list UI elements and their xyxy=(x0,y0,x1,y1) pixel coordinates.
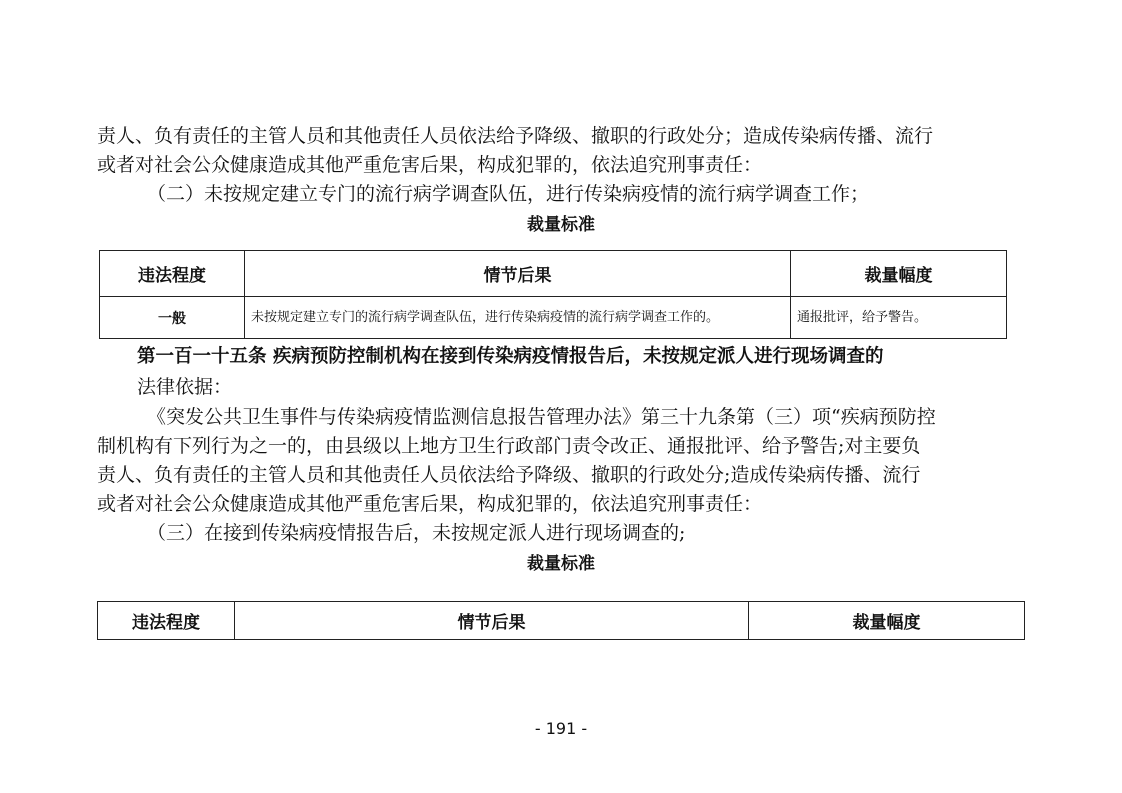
paragraph-line: （二）未按规定建立专门的流行病学调查队伍，进行传染病疫情的流行病学调查工作； xyxy=(147,183,870,205)
cell-range: 通报批评，给予警告。 xyxy=(791,297,1007,339)
page-number: - 191 - xyxy=(534,719,588,738)
table-header-row xyxy=(98,602,1025,640)
header-level: 违法程度 xyxy=(100,251,245,297)
paragraph-line: 责人、负有责任的主管人员和其他责任人员依法给予降级、撤职的行政处分;造成传染病传播、流行 xyxy=(97,464,921,486)
table-title: 裁量标准 xyxy=(527,215,595,235)
header-consequence: 情节后果 xyxy=(235,602,749,640)
paragraph-line: 制机构有下列行为之一的，由县级以上地方卫生行政部门责令改正、通报批评、给予警告;对主要负 xyxy=(97,435,921,457)
header-range: 裁量幅度 xyxy=(749,602,1025,640)
paragraph-line: 或者对社会公众健康造成其他严重危害后果，构成犯罪的，依法追究刑事责任： xyxy=(97,154,763,176)
table-title: 裁量标准 xyxy=(527,554,595,574)
paragraph-line: 《突发公共卫生事件与传染病疫情监测信息报告管理办法》第三十九条第（三）项“疾病预防控 xyxy=(147,406,936,428)
header-consequence: 情节后果 xyxy=(245,251,791,297)
table-header-row xyxy=(100,251,1007,297)
standard-table-1 xyxy=(99,250,1007,339)
cell-level: 一般 xyxy=(100,297,245,339)
legal-basis-label: 法律依据： xyxy=(137,376,233,398)
cell-consequence: 未按规定建立专门的流行病学调查队伍，进行传染病疫情的流行病学调查工作的。 xyxy=(245,297,791,339)
paragraph-line: 责人、负有责任的主管人员和其他责任人员依法给予降级、撤职的行政处分；造成传染病传播、流行 xyxy=(97,125,934,147)
header-range: 裁量幅度 xyxy=(791,251,1007,297)
paragraph-line: （三）在接到传染病疫情报告后，未按规定派人进行现场调查的; xyxy=(147,522,686,544)
paragraph-line: 或者对社会公众健康造成其他严重危害后果，构成犯罪的，依法追究刑事责任： xyxy=(97,493,763,515)
standard-table-2 xyxy=(97,601,1025,640)
table-row xyxy=(100,297,1007,339)
header-level: 违法程度 xyxy=(98,602,235,640)
article-heading: 第一百一十五条 疾病预防控制机构在接到传染病疫情报告后，未按规定派人进行现场调查的 xyxy=(137,346,884,367)
